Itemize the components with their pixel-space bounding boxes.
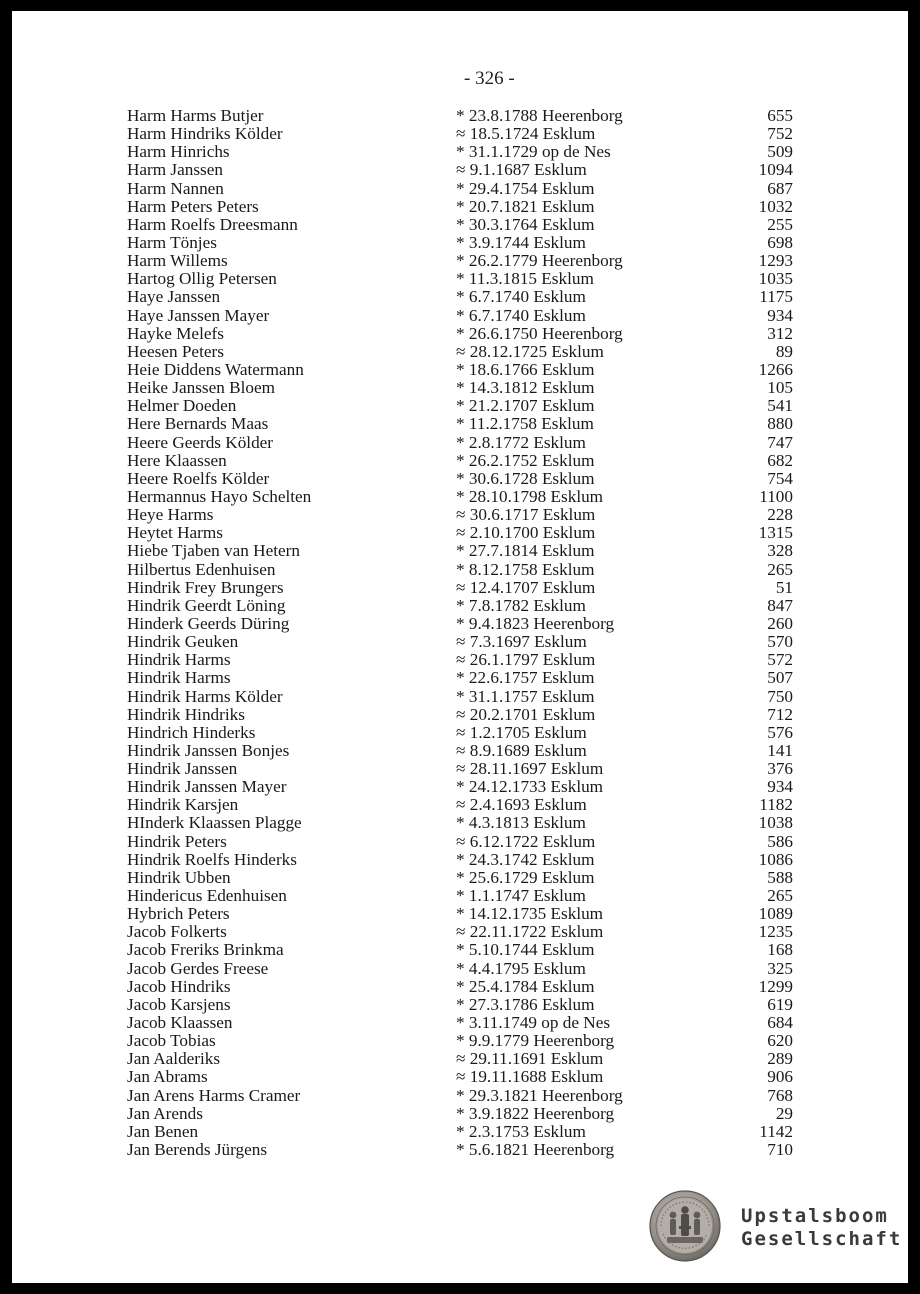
entry-ref: 265 [767, 559, 793, 579]
entry-ref: 541 [767, 396, 793, 416]
entry-date: ≈ 12.4.1707 Esklum [456, 577, 596, 597]
list-item [12, 234, 908, 252]
entry-ref: 684 [767, 1013, 793, 1033]
entry-ref: 1032 [758, 196, 793, 216]
entry-ref: 141 [767, 740, 793, 760]
entry-ref: 619 [767, 994, 793, 1014]
list-item [12, 252, 908, 270]
entry-name: Jacob Klaassen [127, 1013, 233, 1033]
list-item [12, 288, 908, 306]
entry-date: * 29.4.1754 Esklum [456, 178, 595, 198]
list-item [12, 325, 908, 343]
entry-date: * 7.8.1782 Esklum [456, 595, 586, 615]
entry-name: Hindrik Roelfs Hinderks [127, 849, 297, 869]
entry-ref: 1142 [759, 1121, 793, 1141]
entry-date: * 24.3.1742 Esklum [456, 849, 595, 869]
entry-name: Harm Hinrichs [127, 142, 230, 162]
entry-date: ≈ 20.2.1701 Esklum [456, 704, 596, 724]
list-item [12, 833, 908, 851]
entry-name: Hindrik Hindriks [127, 704, 245, 724]
entry-date: * 21.2.1707 Esklum [456, 396, 595, 416]
list-item [12, 706, 908, 724]
entry-ref: 1315 [758, 523, 793, 543]
entry-name: Harm Roelfs Dreesmann [127, 214, 298, 234]
entry-name: Harm Tönjes [127, 232, 217, 252]
document-page [12, 11, 908, 1283]
entry-name: Harm Hindriks Kölder [127, 124, 283, 144]
entry-date: * 1.1.1747 Esklum [456, 886, 586, 906]
entry-ref: 328 [767, 541, 793, 561]
entry-ref: 586 [767, 831, 793, 851]
list-item [12, 506, 908, 524]
entry-ref: 1035 [758, 269, 793, 289]
entry-date: * 3.11.1749 op de Nes [456, 1013, 611, 1033]
entry-ref: 289 [767, 1049, 793, 1069]
entry-ref: 168 [767, 940, 793, 960]
list-item [12, 1014, 908, 1032]
entry-ref: 265 [767, 886, 793, 906]
list-item [12, 923, 908, 941]
entry-date: * 6.7.1740 Esklum [456, 287, 586, 307]
list-item [12, 434, 908, 452]
entry-name: Harm Nannen [127, 178, 224, 198]
entry-name: Jacob Gerdes Freese [127, 958, 269, 978]
entry-ref: 934 [767, 777, 793, 797]
entry-name: Hindrik Geerdt Löning [127, 595, 286, 615]
list-item [12, 161, 908, 179]
entry-date: * 30.6.1728 Esklum [456, 468, 595, 488]
list-item [12, 542, 908, 560]
entry-date: * 25.6.1729 Esklum [456, 867, 595, 887]
entry-list [12, 107, 908, 1159]
list-item [12, 669, 908, 687]
entry-name: Hindrik Harms [127, 650, 231, 670]
entry-date: ≈ 6.12.1722 Esklum [456, 831, 596, 851]
list-item [12, 216, 908, 234]
entry-ref: 712 [767, 704, 793, 724]
entry-date: * 29.3.1821 Heerenborg [456, 1085, 623, 1105]
list-item [12, 869, 908, 887]
entry-date: ≈ 26.1.1797 Esklum [456, 650, 596, 670]
entry-date: * 28.10.1798 Esklum [456, 486, 604, 506]
entry-name: Hindrik Harms Kölder [127, 686, 283, 706]
entry-name: Hindrik Harms [127, 668, 231, 688]
entry-date: * 26.2.1779 Heerenborg [456, 251, 623, 271]
entry-name: Hindrik Janssen [127, 759, 238, 779]
entry-name: Haye Janssen [127, 287, 221, 307]
entry-date: * 2.8.1772 Esklum [456, 432, 586, 452]
entry-ref: 507 [767, 668, 793, 688]
entry-ref: 1175 [759, 287, 793, 307]
entry-ref: 105 [767, 378, 793, 398]
entry-name: Jan Arends [127, 1103, 203, 1123]
entry-ref: 655 [767, 106, 793, 125]
entry-name: Jan Abrams [127, 1067, 208, 1087]
list-item [12, 198, 908, 216]
entry-ref: 906 [767, 1067, 793, 1087]
entry-ref: 620 [767, 1031, 793, 1051]
entry-date: * 4.3.1813 Esklum [456, 813, 586, 833]
entry-ref: 698 [767, 232, 793, 252]
entry-ref: 682 [767, 450, 793, 470]
entry-date: * 23.8.1788 Heerenborg [456, 106, 623, 125]
entry-name: Harm Peters Peters [127, 196, 259, 216]
entry-name: Hermannus Hayo Schelten [127, 486, 312, 506]
entry-date: ≈ 18.5.1724 Esklum [456, 124, 596, 144]
list-item [12, 724, 908, 742]
entry-ref: 29 [775, 1103, 793, 1123]
list-item [12, 397, 908, 415]
list-item [12, 760, 908, 778]
entry-ref: 228 [767, 505, 793, 525]
seal-icon [649, 1190, 721, 1262]
entry-ref: 754 [767, 468, 793, 488]
entry-date: ≈ 29.11.1691 Esklum [456, 1049, 604, 1069]
list-item [12, 796, 908, 814]
society-name-line1: Upstalsboom [741, 1205, 889, 1227]
entry-name: Heere Geerds Kölder [127, 432, 274, 452]
entry-name: Jacob Hindriks [127, 976, 231, 996]
entry-ref: 752 [767, 124, 793, 144]
entry-date: ≈ 2.10.1700 Esklum [456, 523, 596, 543]
list-item [12, 470, 908, 488]
entry-name: Hayke Melefs [127, 323, 224, 343]
entry-name: Hindrik Peters [127, 831, 227, 851]
entry-date: * 5.6.1821 Heerenborg [456, 1140, 615, 1160]
entry-ref: 572 [767, 650, 793, 670]
entry-date: * 8.12.1758 Esklum [456, 559, 595, 579]
society-logo-text [741, 1205, 902, 1251]
entry-date: * 31.1.1757 Esklum [456, 686, 595, 706]
entry-date: ≈ 30.6.1717 Esklum [456, 505, 596, 525]
list-item [12, 814, 908, 832]
entry-ref: 750 [767, 686, 793, 706]
entry-ref: 880 [767, 414, 793, 434]
entry-date: * 27.3.1786 Esklum [456, 994, 595, 1014]
entry-date: * 24.12.1733 Esklum [456, 777, 604, 797]
page-number: - 326 - [464, 68, 515, 89]
entry-name: Hartog Ollig Petersen [127, 269, 277, 289]
entry-name: Harm Willems [127, 251, 228, 271]
list-item [12, 633, 908, 651]
entry-name: Jacob Tobias [127, 1031, 216, 1051]
entry-ref: 1235 [758, 922, 793, 942]
list-item [12, 107, 908, 125]
entry-date: * 27.7.1814 Esklum [456, 541, 595, 561]
entry-ref: 325 [767, 958, 793, 978]
entry-date: ≈ 2.4.1693 Esklum [456, 795, 587, 815]
entry-ref: 1299 [758, 976, 793, 996]
list-item [12, 960, 908, 978]
entry-name: Hindrik Karsjen [127, 795, 239, 815]
entry-date: * 18.6.1766 Esklum [456, 359, 595, 379]
entry-ref: 1293 [758, 251, 793, 271]
entry-ref: 934 [767, 305, 793, 325]
entry-date: * 5.10.1744 Esklum [456, 940, 595, 960]
entry-date: * 20.7.1821 Esklum [456, 196, 595, 216]
entry-name: Helmer Doeden [127, 396, 237, 416]
entry-date: * 31.1.1729 op de Nes [456, 142, 611, 162]
entry-name: Here Bernards Maas [127, 414, 269, 434]
entry-date: * 25.4.1784 Esklum [456, 976, 595, 996]
list-item [12, 143, 908, 161]
entry-name: Heie Diddens Watermann [127, 359, 304, 379]
entry-ref: 1086 [758, 849, 793, 869]
entry-ref: 570 [767, 632, 793, 652]
entry-name: Hinderk Geerds Düring [127, 613, 290, 633]
entry-name: Harm Janssen [127, 160, 223, 180]
list-item [12, 1087, 908, 1105]
list-item [12, 1141, 908, 1159]
entry-ref: 312 [767, 323, 793, 343]
entry-ref: 260 [767, 613, 793, 633]
entry-name: Hindrik Geuken [127, 632, 239, 652]
entry-name: HInderk Klaassen Plagge [127, 813, 302, 833]
entry-ref: 509 [767, 142, 793, 162]
entry-name: Jacob Folkerts [127, 922, 227, 942]
list-item [12, 452, 908, 470]
entry-name: Jan Benen [127, 1121, 199, 1141]
list-item [12, 651, 908, 669]
entry-ref: 710 [767, 1140, 793, 1160]
list-item [12, 270, 908, 288]
entry-ref: 1038 [758, 813, 793, 833]
entry-name: Haye Janssen Mayer [127, 305, 270, 325]
entry-name: Jan Aalderiks [127, 1049, 221, 1069]
entry-ref: 1182 [759, 795, 793, 815]
entry-date: * 3.9.1744 Esklum [456, 232, 586, 252]
entry-date: ≈ 28.12.1725 Esklum [456, 341, 604, 361]
entry-date: * 26.6.1750 Heerenborg [456, 323, 623, 343]
list-item [12, 1123, 908, 1141]
entry-ref: 687 [767, 178, 793, 198]
list-item [12, 742, 908, 760]
list-item [12, 996, 908, 1014]
list-item [12, 343, 908, 361]
entry-name: Hilbertus Edenhuisen [127, 559, 276, 579]
list-item [12, 1050, 908, 1068]
entry-date: * 9.9.1779 Heerenborg [456, 1031, 615, 1051]
list-item [12, 978, 908, 996]
entry-name: Jan Berends Jürgens [127, 1140, 268, 1160]
list-item [12, 688, 908, 706]
entry-ref: 1266 [758, 359, 793, 379]
entry-name: Heytet Harms [127, 523, 223, 543]
list-item [12, 488, 908, 506]
list-item [12, 615, 908, 633]
entry-date: ≈ 9.1.1687 Esklum [456, 160, 587, 180]
entry-ref: 51 [775, 577, 793, 597]
entry-date: * 14.3.1812 Esklum [456, 378, 595, 398]
entry-name: Hybrich Peters [127, 904, 230, 924]
list-item [12, 561, 908, 579]
entry-name: Heere Roelfs Kölder [127, 468, 270, 488]
entry-name: Hindrik Janssen Bonjes [127, 740, 290, 760]
list-item [12, 415, 908, 433]
entry-date: * 14.12.1735 Esklum [456, 904, 604, 924]
entry-date: ≈ 7.3.1697 Esklum [456, 632, 587, 652]
entry-date: ≈ 22.11.1722 Esklum [456, 922, 604, 942]
entry-date: * 11.3.1815 Esklum [456, 269, 594, 289]
entry-ref: 376 [767, 759, 793, 779]
entry-ref: 89 [775, 341, 793, 361]
society-name-line2: Gesellschaft [741, 1228, 903, 1250]
entry-date: ≈ 8.9.1689 Esklum [456, 740, 587, 760]
list-item [12, 379, 908, 397]
entry-ref: 255 [767, 214, 793, 234]
entry-date: * 2.3.1753 Esklum [456, 1121, 586, 1141]
list-item [12, 1032, 908, 1050]
list-item [12, 905, 908, 923]
entry-date: * 9.4.1823 Heerenborg [456, 613, 615, 633]
entry-name: Hindrik Janssen Mayer [127, 777, 287, 797]
list-item [12, 524, 908, 542]
entry-ref: 1094 [758, 160, 793, 180]
list-item [12, 1105, 908, 1123]
entry-date: ≈ 28.11.1697 Esklum [456, 759, 604, 779]
list-item [12, 125, 908, 143]
entry-ref: 1089 [758, 904, 793, 924]
entry-name: Here Klaassen [127, 450, 227, 470]
list-item [12, 597, 908, 615]
entry-date: ≈ 19.11.1688 Esklum [456, 1067, 604, 1087]
entry-name: Jacob Karsjens [127, 994, 231, 1014]
entry-date: * 11.2.1758 Esklum [456, 414, 594, 434]
entry-ref: 768 [767, 1085, 793, 1105]
entry-name: Hindrik Ubben [127, 867, 231, 887]
entry-name: Hiebe Tjaben van Hetern [127, 541, 300, 561]
list-item [12, 778, 908, 796]
entry-date: * 6.7.1740 Esklum [456, 305, 586, 325]
entry-date: * 26.2.1752 Esklum [456, 450, 595, 470]
entry-date: ≈ 1.2.1705 Esklum [456, 722, 587, 742]
list-item [12, 851, 908, 869]
entry-date: * 22.6.1757 Esklum [456, 668, 595, 688]
entry-ref: 588 [767, 867, 793, 887]
entry-name: Heike Janssen Bloem [127, 378, 275, 398]
entry-ref: 1100 [759, 486, 793, 506]
entry-name: Hindericus Edenhuisen [127, 886, 287, 906]
entry-ref: 576 [767, 722, 793, 742]
entry-date: * 30.3.1764 Esklum [456, 214, 595, 234]
entry-date: * 4.4.1795 Esklum [456, 958, 586, 978]
entry-date: * 3.9.1822 Heerenborg [456, 1103, 615, 1123]
entry-name: Harm Harms Butjer [127, 106, 264, 125]
list-item [12, 941, 908, 959]
entry-name: Jacob Freriks Brinkma [127, 940, 284, 960]
entry-name: Hindrik Frey Brungers [127, 577, 284, 597]
list-item [12, 180, 908, 198]
entry-ref: 747 [767, 432, 793, 452]
list-item [12, 1068, 908, 1086]
entry-name: Heye Harms [127, 505, 214, 525]
entry-name: Jan Arens Harms Cramer [127, 1085, 301, 1105]
entry-name: Heesen Peters [127, 341, 224, 361]
entry-name: Hindrich Hinderks [127, 722, 256, 742]
list-item [12, 361, 908, 379]
list-item [12, 579, 908, 597]
list-item [12, 887, 908, 905]
list-item [12, 307, 908, 325]
entry-ref: 847 [767, 595, 793, 615]
